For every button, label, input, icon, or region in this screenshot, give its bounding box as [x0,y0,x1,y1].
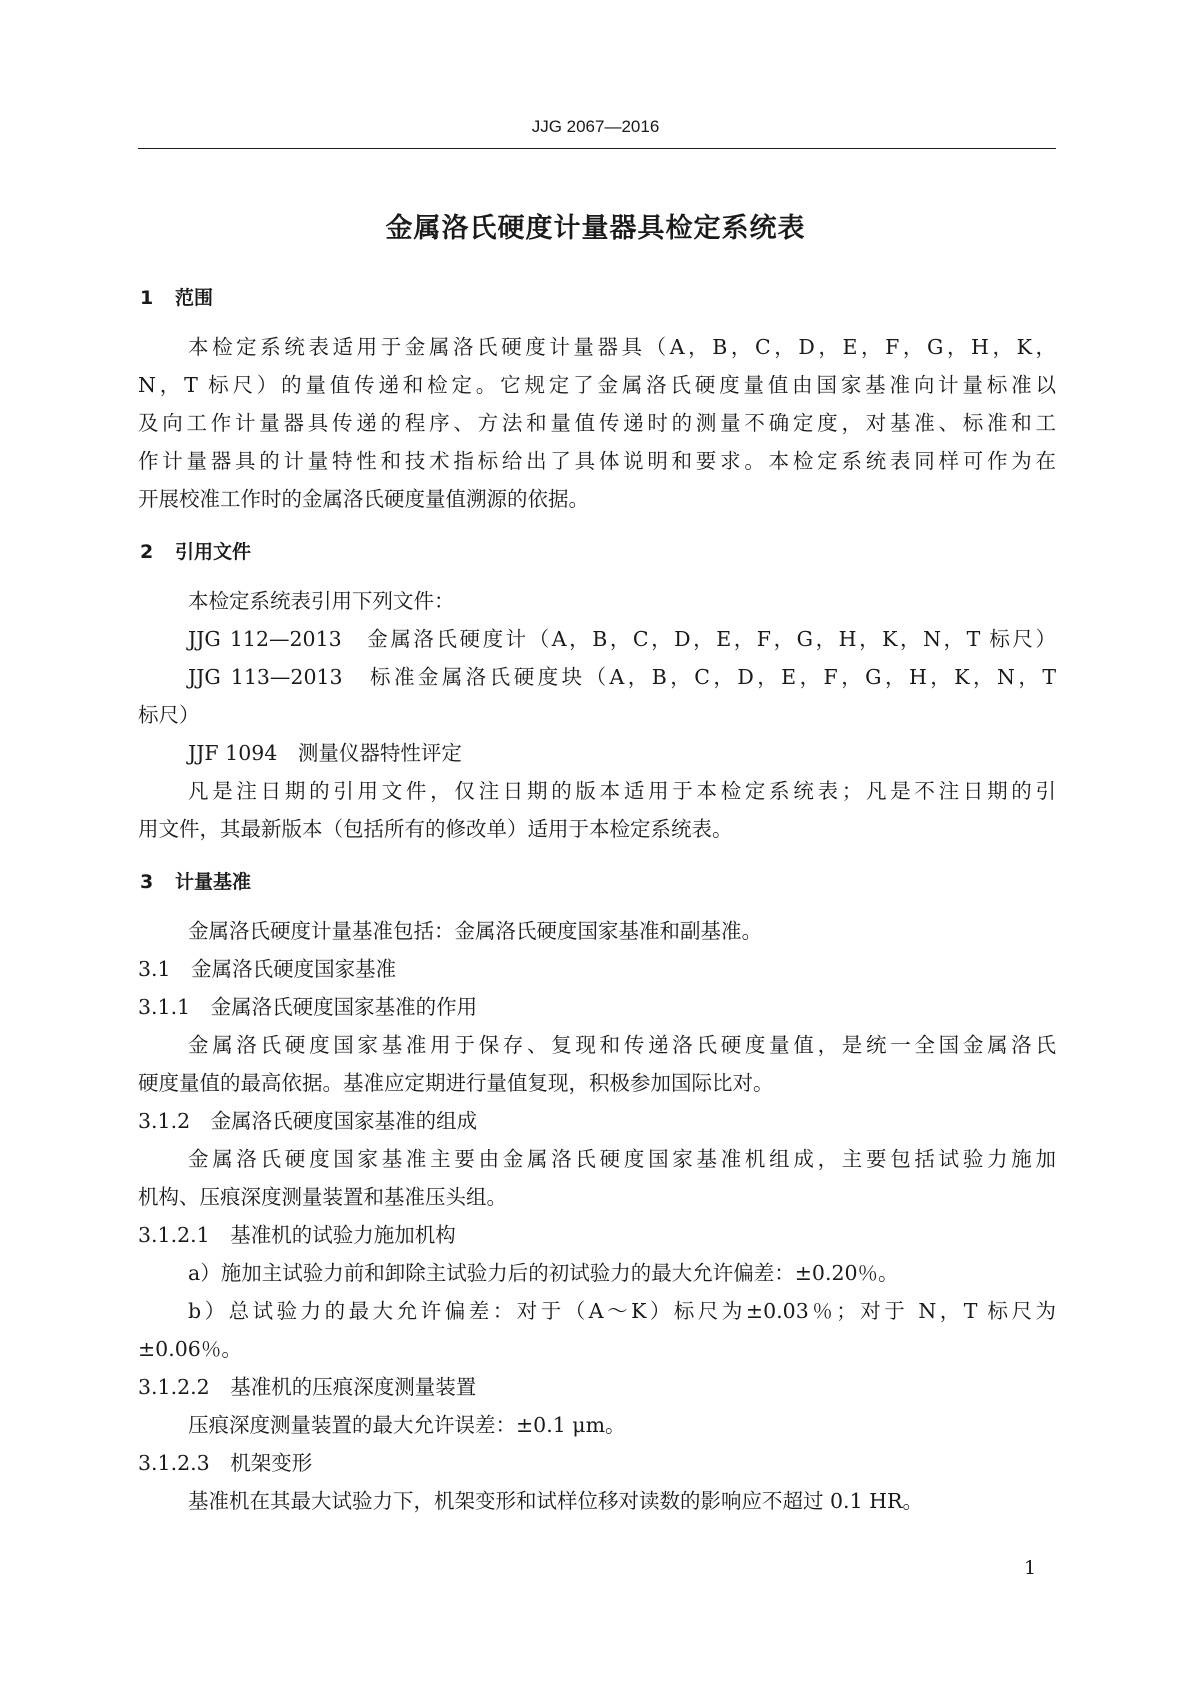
subsection-heading: 3.1.2.1 基准机的试验力施加机构 [138,1223,456,1247]
section-heading-references [140,537,251,564]
section-number: 1 [140,287,154,309]
page-title: 金属洛氏硬度计量器具检定系统表 [385,213,806,244]
reference-line: JJG 112—2013 金属洛氏硬度计（A，B，C，D，E，F，G，H，K，N，T 标尺） [188,627,1056,651]
section-title: 范围 [175,287,214,309]
paragraph-line: 开展校准工作时的金属洛氏硬度量值溯源的依据。 [138,487,589,511]
section-title: 引用文件 [175,541,252,563]
list-item: b）总试验力的最大允许偏差：对于（A～K）标尺为±0.03％；对于 N，T 标尺为 [188,1299,1056,1323]
subsection-heading: 3.1.2.2 基准机的压痕深度测量装置 [138,1375,477,1399]
section-heading-primary-standard [140,867,251,894]
section-heading-scope [140,283,213,310]
paragraph-line: 硬度量值的最高依据。基准应定期进行量值复现，积极参加国际比对。 [138,1071,774,1095]
document-header: JJG 2067—2016 [531,117,660,136]
subsection-heading: 3.1.2 金属洛氏硬度国家基准的组成 [138,1109,478,1133]
section-number: 3 [140,871,154,893]
paragraph-line: 本检定系统表适用于金属洛氏硬度计量器具（A，B，C，D，E，F，G，H，K， [188,335,1056,359]
subsection-heading: 3.1 金属洛氏硬度国家基准 [138,957,397,981]
paragraph-line: 金属洛氏硬度计量基准包括：金属洛氏硬度国家基准和副基准。 [188,919,762,943]
header-rule [138,148,1056,149]
paragraph-line: 及向工作计量器具传递的程序、方法和量值传递时的测量不确定度，对基准、标准和工 [138,411,1056,435]
paragraph-line: 用文件，其最新版本（包括所有的修改单）适用于本检定系统表。 [138,817,733,841]
paragraph-line: 金属洛氏硬度国家基准用于保存、复现和传递洛氏硬度量值，是统一全国金属洛氏 [188,1033,1056,1057]
subsection-heading: 3.1.1 金属洛氏硬度国家基准的作用 [138,995,478,1019]
page-number: 1 [1024,1557,1037,1579]
list-item: a）施加主试验力前和卸除主试验力后的初试验力的最大允许偏差：±0.20％。 [188,1261,899,1285]
paragraph-line: 压痕深度测量装置的最大允许误差：±0.1 μm。 [188,1413,626,1437]
paragraph-line: N，T 标尺）的量值传递和检定。它规定了金属洛氏硬度量值由国家基准向计量标准以 [138,373,1056,397]
section-title: 计量基准 [175,871,252,893]
paragraph-line: 机构、压痕深度测量装置和基准压头组。 [138,1185,507,1209]
paragraph-line: 作计量器具的计量特性和技术指标给出了具体说明和要求。本检定系统表同样可作为在 [138,449,1056,473]
paragraph-line: 基准机在其最大试验力下，机架变形和试样位移对读数的影响应不超过 0.1 HR。 [188,1489,923,1513]
list-item: ±0.06％。 [138,1337,242,1361]
reference-line: 标尺） [138,703,200,727]
paragraph-line: 本检定系统表引用下列文件： [188,589,455,613]
subsection-heading: 3.1.2.3 机架变形 [138,1451,313,1475]
reference-line: JJF 1094 测量仪器特性评定 [188,741,462,765]
paragraph-line: 金属洛氏硬度国家基准主要由金属洛氏硬度国家基准机组成，主要包括试验力施加 [188,1147,1056,1171]
reference-line: JJG 113—2013 标准金属洛氏硬度块（A，B，C，D，E，F，G，H，K，N，T [188,665,1056,689]
paragraph-line: 凡是注日期的引用文件，仅注日期的版本适用于本检定系统表；凡是不注日期的引 [188,779,1056,803]
section-number: 2 [140,541,154,563]
